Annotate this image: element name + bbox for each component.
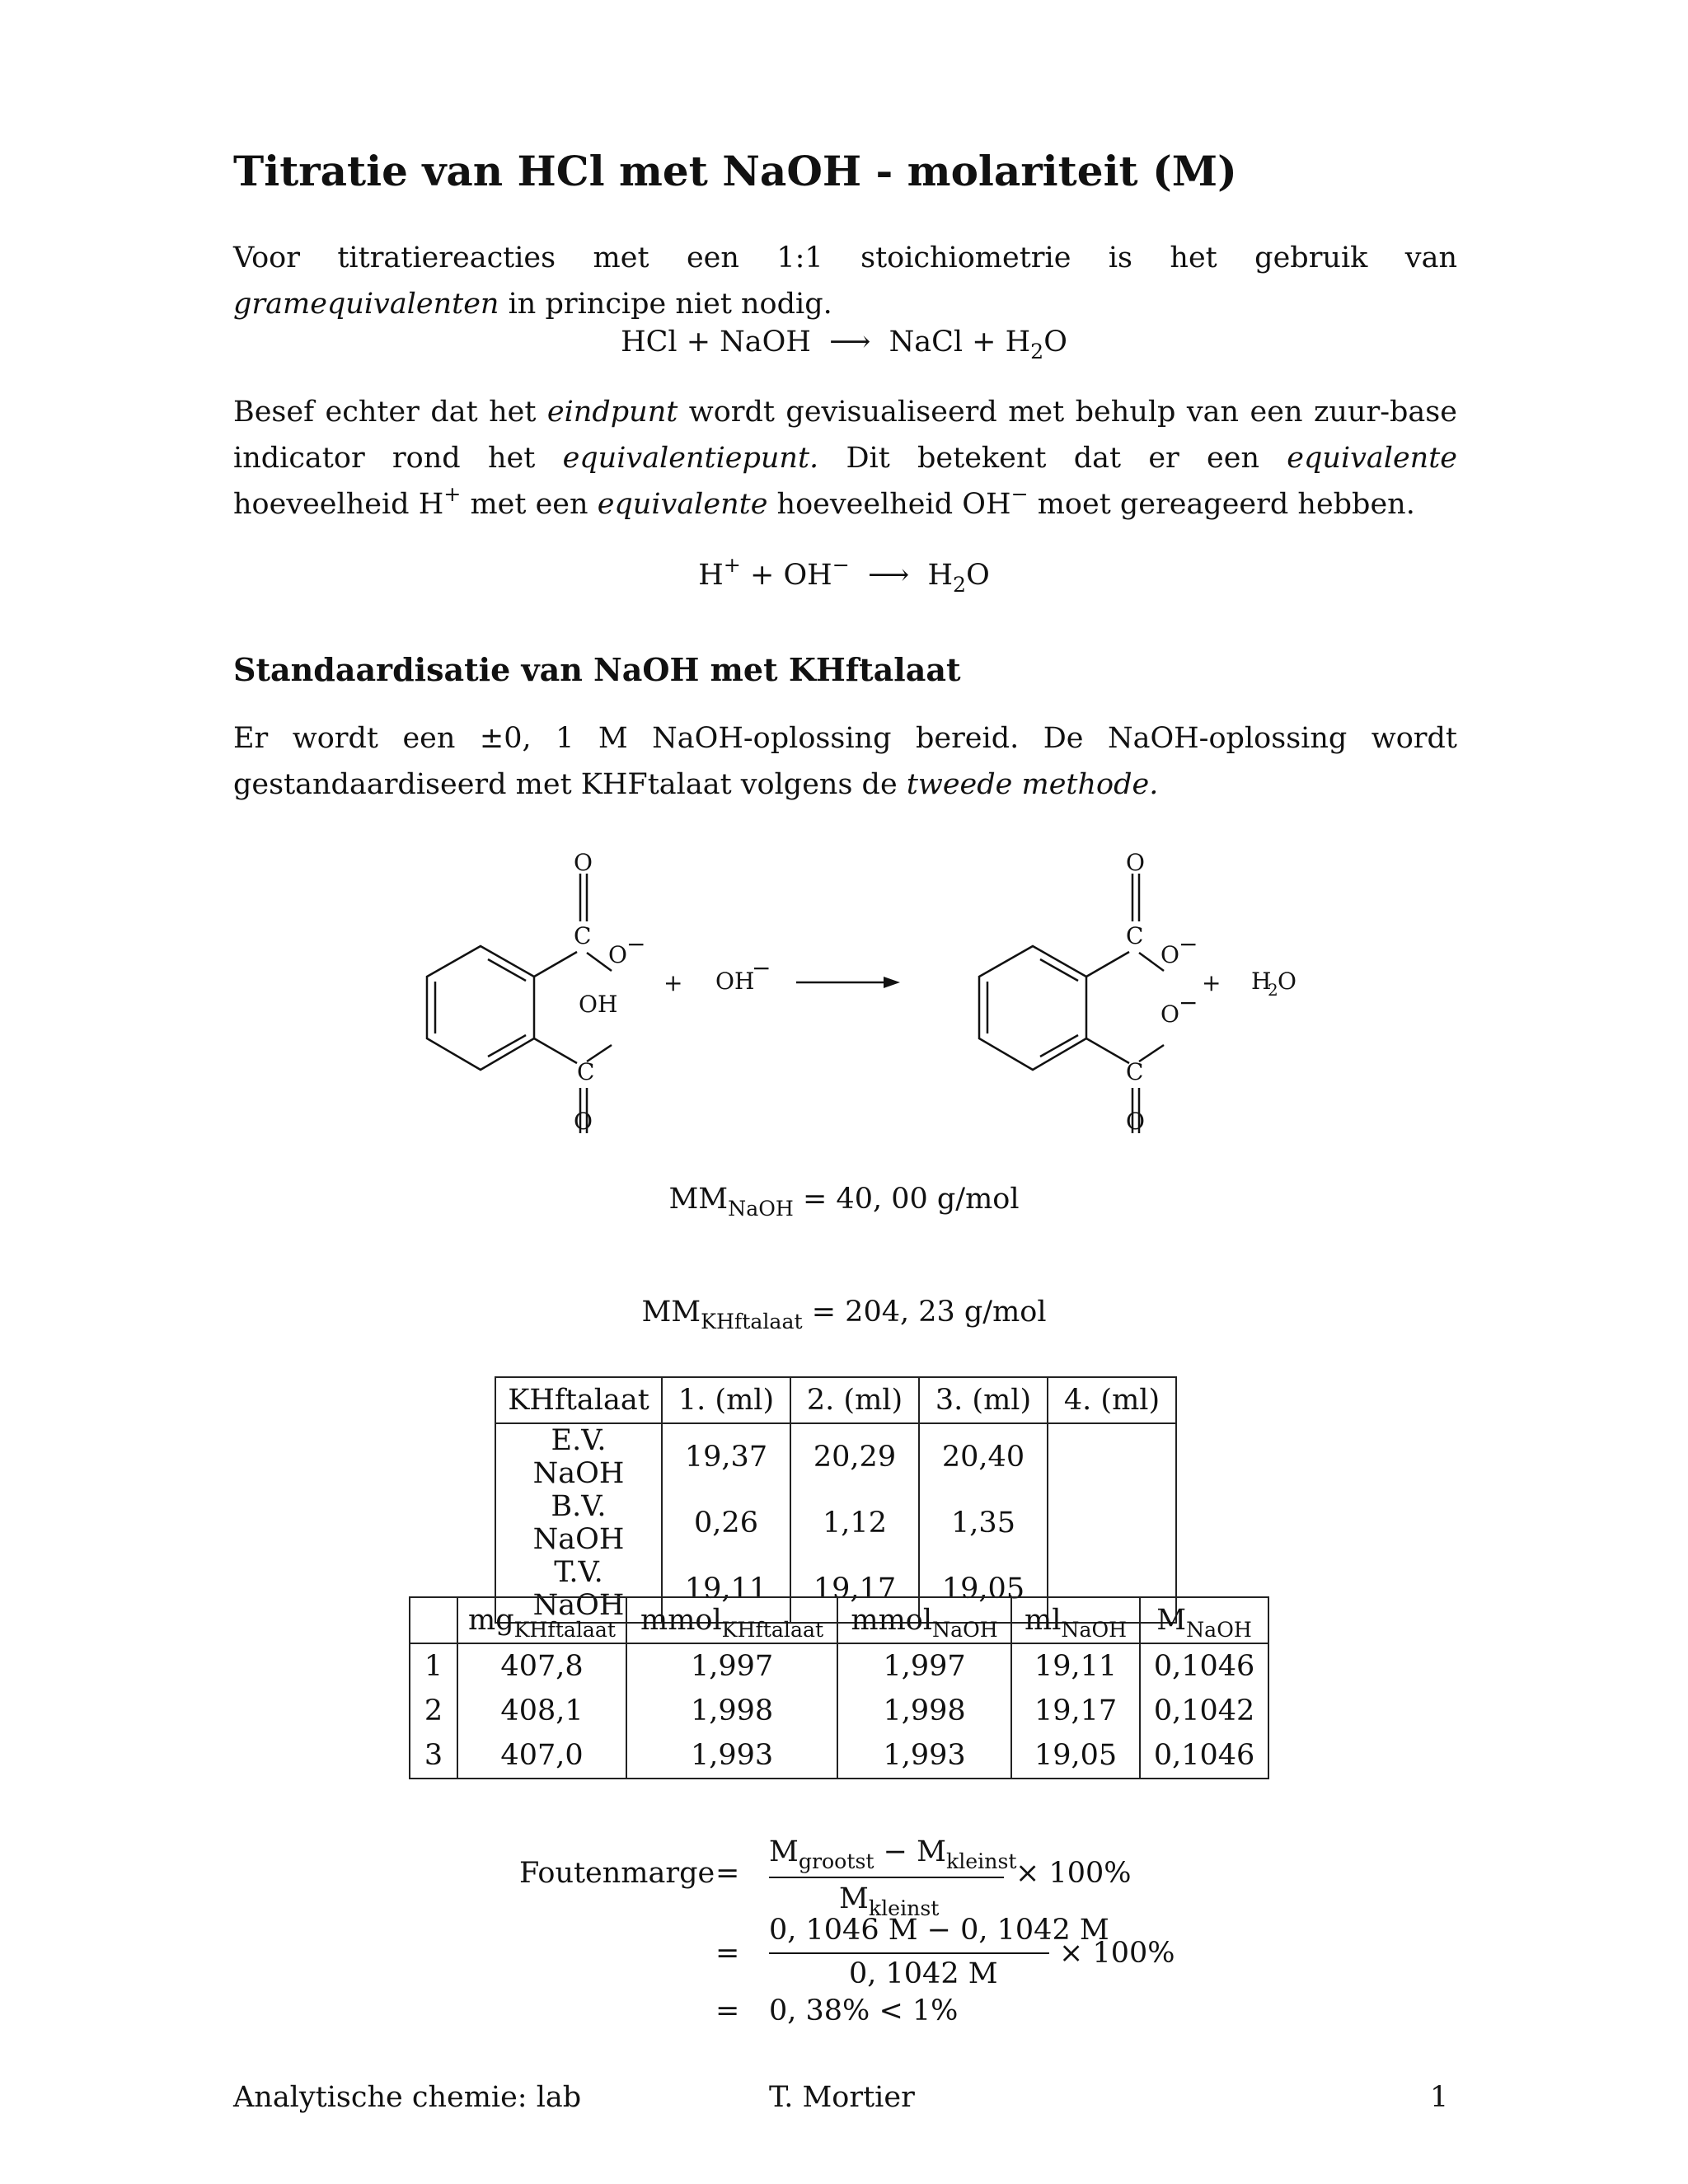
atom-label: O bbox=[1160, 1001, 1179, 1028]
reaction-hcl-naoh bbox=[0, 326, 1688, 363]
text: M bbox=[769, 1835, 799, 1868]
fraction-bar bbox=[769, 1877, 1004, 1878]
header-text: ml bbox=[1025, 1604, 1062, 1637]
column-header: KHftalaat bbox=[495, 1377, 662, 1423]
table-cell: 1,993 bbox=[837, 1733, 1011, 1779]
atom-label: C bbox=[577, 1058, 595, 1085]
superscript: − bbox=[832, 552, 850, 577]
section-heading: Standaardisatie van NaOH met KHftalaat bbox=[233, 651, 961, 688]
text: moet gereageerd hebben. bbox=[1037, 488, 1415, 521]
intro-emphasis: gramequivalenten bbox=[233, 288, 499, 321]
subscript: NaOH bbox=[1186, 1617, 1252, 1642]
emphasis: equivalente bbox=[1287, 442, 1457, 475]
text: Er wordt een ±0, 1 M NaOH-oplossing bereid. De NaOH-oplossing wordt gestandaardiseerd met KHFtalaat volgens de bbox=[233, 722, 1457, 801]
text: wordt gevisualiseerd met behulp van een zuur-base indicator rond het bbox=[233, 396, 1457, 475]
column-header bbox=[837, 1597, 1011, 1643]
fraction1-denominator bbox=[839, 1882, 940, 1920]
subscript: NaOH bbox=[932, 1617, 998, 1642]
text: Dit betekent dat er een bbox=[846, 442, 1259, 475]
atom-label: C bbox=[1126, 922, 1144, 949]
row-number: 1 bbox=[424, 1650, 443, 1683]
subscript: grootst bbox=[798, 1849, 874, 1873]
text: hoeveelheid OH bbox=[776, 488, 1011, 521]
text: Besef echter dat het bbox=[233, 396, 537, 429]
table-row bbox=[410, 1689, 1268, 1733]
subscript: KHftalaat bbox=[513, 1617, 617, 1642]
emphasis: tweede methode. bbox=[906, 768, 1159, 801]
superscript: + bbox=[723, 552, 741, 577]
intro-text: Voor titratiereacties met een 1:1 stoichiometrie is het gebruik van bbox=[233, 241, 1457, 274]
table-cell: 19,11 bbox=[662, 1556, 790, 1623]
formula-result: 0, 38% < 1% bbox=[769, 1994, 959, 2027]
arrow-head bbox=[884, 977, 900, 988]
column-header: 2. (ml) bbox=[790, 1377, 919, 1423]
phthalate-reaction-scheme bbox=[330, 841, 1352, 1137]
subscript: NaOH bbox=[728, 1196, 794, 1221]
table-cell: 0,1046 bbox=[1140, 1643, 1268, 1689]
table-cell: 1,998 bbox=[837, 1689, 1011, 1733]
atom-label: O bbox=[574, 849, 593, 876]
text: MM bbox=[668, 1183, 729, 1216]
fraction-bar bbox=[769, 1952, 1049, 1954]
table-cell: 0,1046 bbox=[1140, 1733, 1268, 1779]
atom-label: O bbox=[608, 941, 627, 968]
page-number: 1 bbox=[1430, 2081, 1449, 2114]
text: MM bbox=[641, 1296, 701, 1329]
table-cell: 19,05 bbox=[919, 1556, 1048, 1623]
table-row bbox=[410, 1643, 1268, 1689]
times-100-percent: × 100% bbox=[1015, 1857, 1132, 1890]
column-header bbox=[457, 1597, 626, 1643]
table-cell: 1,12 bbox=[790, 1490, 919, 1556]
subscript: kleinst bbox=[945, 1849, 1017, 1873]
atom-label: C bbox=[1126, 1058, 1144, 1085]
superscript: + bbox=[443, 481, 462, 506]
table-cell: 408,1 bbox=[457, 1689, 626, 1733]
row-label: B.V. NaOH bbox=[532, 1490, 625, 1556]
equivalence-paragraph bbox=[233, 389, 1457, 527]
reaction-rhs-end: O bbox=[1043, 326, 1067, 359]
titration-volumes-table bbox=[495, 1376, 1177, 1624]
atom-label: O bbox=[1126, 1108, 1145, 1135]
row-number: 3 bbox=[424, 1739, 443, 1772]
charge-label: − bbox=[1179, 989, 1198, 1016]
table-cell: 1,993 bbox=[626, 1733, 837, 1779]
atom-label: C bbox=[574, 922, 592, 949]
table-cell: 19,17 bbox=[1011, 1689, 1140, 1733]
row-label: E.V. NaOH bbox=[532, 1424, 625, 1490]
molar-mass-khftalaat bbox=[0, 1296, 1688, 1333]
table-cell bbox=[1048, 1423, 1176, 1490]
reaction-lhs: HCl + NaOH bbox=[621, 326, 811, 359]
subscript: kleinst bbox=[868, 1896, 940, 1920]
page-title: Titratie van HCl met NaOH - molariteit (M) bbox=[233, 147, 1237, 195]
text: met een bbox=[470, 488, 588, 521]
table-cell: 1,998 bbox=[626, 1689, 837, 1733]
column-header bbox=[1011, 1597, 1140, 1643]
reaction-h-oh bbox=[0, 552, 1688, 597]
column-header: 1. (ml) bbox=[662, 1377, 790, 1423]
subscript: 2 bbox=[1268, 980, 1278, 1000]
table-cell: 19,37 bbox=[662, 1423, 790, 1490]
charge-label: − bbox=[626, 930, 646, 958]
hydroxide-label: OH bbox=[715, 968, 755, 995]
table-cell: 1,997 bbox=[626, 1643, 837, 1689]
equals-sign: = bbox=[715, 1937, 740, 1970]
table-cell: 19,17 bbox=[790, 1556, 919, 1623]
text: M bbox=[839, 1882, 869, 1915]
column-header: 3. (ml) bbox=[919, 1377, 1048, 1423]
atom-label: OH bbox=[579, 991, 618, 1018]
emphasis: equivalente bbox=[597, 488, 768, 521]
column-header bbox=[626, 1597, 837, 1643]
text: H bbox=[927, 559, 954, 592]
fraction2-numerator: 0, 1046 M − 0, 1042 M bbox=[769, 1914, 1109, 1947]
subscript: NaOH bbox=[1061, 1617, 1128, 1642]
table-cell: 1,35 bbox=[919, 1490, 1048, 1556]
atom-label: O bbox=[574, 1108, 593, 1135]
footer-course: Analytische chemie: lab bbox=[233, 2081, 582, 2114]
table-cell: 407,0 bbox=[457, 1733, 626, 1779]
reaction-arrow: ⟶ bbox=[829, 326, 871, 359]
water-label: H bbox=[1251, 968, 1272, 995]
molarity-results-table bbox=[409, 1596, 1269, 1779]
intro-text-end: in principe niet nodig. bbox=[508, 288, 832, 321]
times-100-percent: × 100% bbox=[1059, 1937, 1175, 1970]
value: = 40, 00 g/mol bbox=[802, 1183, 1020, 1216]
water-label: O bbox=[1278, 968, 1296, 995]
row-number: 2 bbox=[424, 1694, 443, 1727]
table-row bbox=[410, 1733, 1268, 1779]
emphasis: equivalentiepunt. bbox=[562, 442, 819, 475]
table-cell: 0,1042 bbox=[1140, 1689, 1268, 1733]
table-row bbox=[495, 1490, 1176, 1556]
reaction-rhs: NaCl + H bbox=[889, 326, 1031, 359]
charge-label: − bbox=[752, 954, 771, 982]
formula-label: Foutenmarge bbox=[519, 1857, 715, 1890]
header-text: M bbox=[1156, 1604, 1187, 1637]
fraction1-numerator bbox=[769, 1835, 1017, 1873]
table-cell: 19,11 bbox=[1011, 1643, 1140, 1689]
superscript: − bbox=[1010, 481, 1029, 506]
subscript: 2 bbox=[1030, 339, 1044, 363]
plus-sign: + bbox=[1202, 969, 1221, 996]
reaction-arrow: ⟶ bbox=[868, 559, 910, 592]
footer-author: T. Mortier bbox=[769, 2081, 915, 2114]
equals-sign: = bbox=[715, 1857, 740, 1890]
table-row bbox=[495, 1423, 1176, 1490]
table-cell bbox=[1048, 1490, 1176, 1556]
text: O bbox=[966, 559, 990, 592]
subscript: 2 bbox=[953, 572, 967, 597]
column-header: 4. (ml) bbox=[1048, 1377, 1176, 1423]
table-header-row bbox=[410, 1597, 1268, 1643]
charge-label: − bbox=[1179, 930, 1198, 958]
standardization-paragraph bbox=[233, 715, 1457, 808]
header-text: mmol bbox=[851, 1604, 933, 1637]
text: − M bbox=[883, 1835, 946, 1868]
intro-paragraph bbox=[233, 235, 1457, 327]
value: = 204, 23 g/mol bbox=[811, 1296, 1047, 1329]
plus-sign: + bbox=[663, 969, 683, 996]
subscript: KHftalaat bbox=[721, 1617, 824, 1642]
header-text: mmol bbox=[640, 1604, 722, 1637]
row-label: T.V. NaOH bbox=[532, 1556, 625, 1622]
atom-label: O bbox=[1126, 849, 1145, 876]
atom-label: O bbox=[1160, 941, 1179, 968]
table-cell: 20,40 bbox=[919, 1423, 1048, 1490]
molar-mass-naoh bbox=[0, 1183, 1688, 1221]
column-header bbox=[1140, 1597, 1268, 1643]
subscript: KHftalaat bbox=[701, 1309, 803, 1333]
emphasis: eindpunt bbox=[546, 396, 678, 429]
table-cell: 19,05 bbox=[1011, 1733, 1140, 1779]
text: H bbox=[698, 559, 724, 592]
table-header-row bbox=[495, 1377, 1176, 1423]
table-cell: 407,8 bbox=[457, 1643, 626, 1689]
text: hoeveelheid H bbox=[233, 488, 444, 521]
column-header bbox=[410, 1597, 457, 1643]
fraction2-denominator: 0, 1042 M bbox=[849, 1957, 998, 1990]
table-cell: 1,997 bbox=[837, 1643, 1011, 1689]
text: + OH bbox=[750, 559, 832, 592]
table-cell: 20,29 bbox=[790, 1423, 919, 1490]
table-cell: 0,26 bbox=[662, 1490, 790, 1556]
header-text: mg bbox=[468, 1604, 514, 1637]
equals-sign: = bbox=[715, 1994, 740, 2027]
